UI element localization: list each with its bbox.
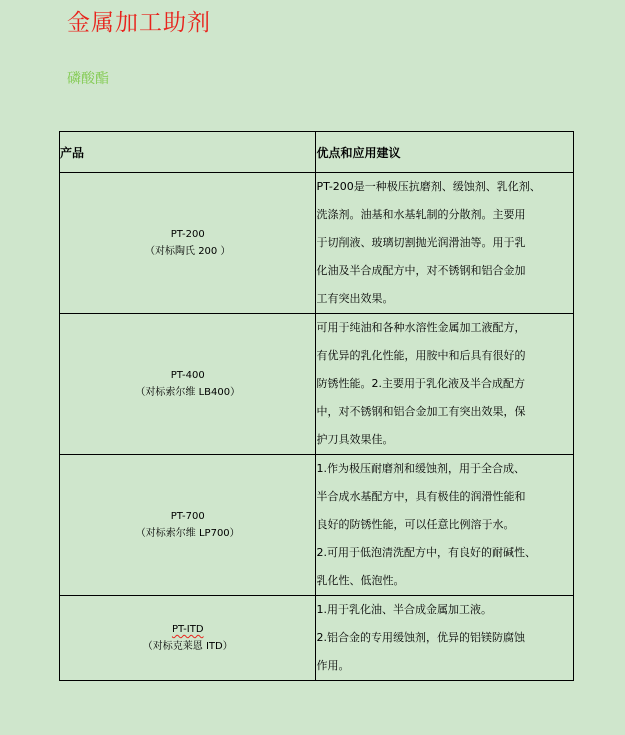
product-table	[59, 131, 574, 681]
advantage-cell	[316, 455, 574, 596]
product-equivalent: （对标索尔维 LP700）	[135, 528, 240, 539]
header-advantage: 优点和应用建议	[316, 132, 574, 173]
advantage-line: 护刀具效果佳。	[316, 433, 394, 446]
product-name: PT-200	[170, 229, 205, 240]
advantage-cell	[316, 173, 574, 314]
section-subtitle: 磷酸酯	[67, 71, 109, 87]
advantage-line: 洗涤剂。油基和水基轧制的分散剂。主要用	[316, 208, 526, 221]
table-row	[60, 596, 574, 681]
advantage-line: 作用。	[316, 659, 350, 672]
advantage-line: 2.可用于低泡清洗配方中，有良好的耐碱性、	[316, 546, 536, 559]
advantage-line: PT-200是一种极压抗磨剂、缓蚀剂、乳化剂、	[316, 180, 541, 193]
page-title: 金属加工助剂	[67, 10, 211, 36]
advantage-line: 工有突出效果。	[316, 292, 394, 305]
advantage-line: 防锈性能。2.主要用于乳化液及半合成配方	[316, 377, 525, 390]
product-equivalent: （对标克莱恩 ITD）	[142, 641, 233, 652]
product-equivalent: （对标索尔维 LB400）	[135, 387, 241, 398]
product-equivalent: （对标陶氏 200 ）	[145, 246, 231, 257]
product-name: PT-700	[170, 511, 205, 522]
advantage-cell	[316, 596, 574, 681]
advantage-line: 有优异的乳化性能，用胺中和后具有很好的	[316, 349, 526, 362]
advantage-line: 良好的防锈性能，可以任意比例溶于水。	[316, 518, 515, 531]
header-product: 产品	[60, 132, 316, 173]
product-cell	[60, 455, 316, 596]
table-row	[60, 173, 574, 314]
product-cell	[60, 596, 316, 681]
advantage-line: 乳化性、低泡性。	[316, 574, 405, 587]
table-row	[60, 314, 574, 455]
product-name: PT-ITD	[171, 624, 204, 635]
advantage-line: 半合成水基配方中，具有极佳的润滑性能和	[316, 490, 526, 503]
advantage-line: 1.用于乳化油、半合成金属加工液。	[316, 603, 492, 616]
advantage-line: 2.铝合金的专用缓蚀剂，优异的铝镁防腐蚀	[316, 631, 525, 644]
advantage-line: 1.作为极压耐磨剂和缓蚀剂，用于全合成、	[316, 462, 525, 475]
product-cell	[60, 173, 316, 314]
advantage-line: 化油及半合成配方中，对不锈钢和铝合金加	[316, 264, 526, 277]
advantage-cell	[316, 314, 574, 455]
advantage-line: 可用于纯油和各种水溶性金属加工液配方，	[316, 321, 526, 334]
table-row	[60, 455, 574, 596]
product-name: PT-400	[170, 370, 205, 381]
table-header-row	[60, 132, 574, 173]
advantage-line: 中，对不锈钢和铝合金加工有突出效果，保	[316, 405, 526, 418]
advantage-line: 于切削液、玻璃切割抛光润滑油等。用于乳	[316, 236, 526, 249]
product-cell	[60, 314, 316, 455]
